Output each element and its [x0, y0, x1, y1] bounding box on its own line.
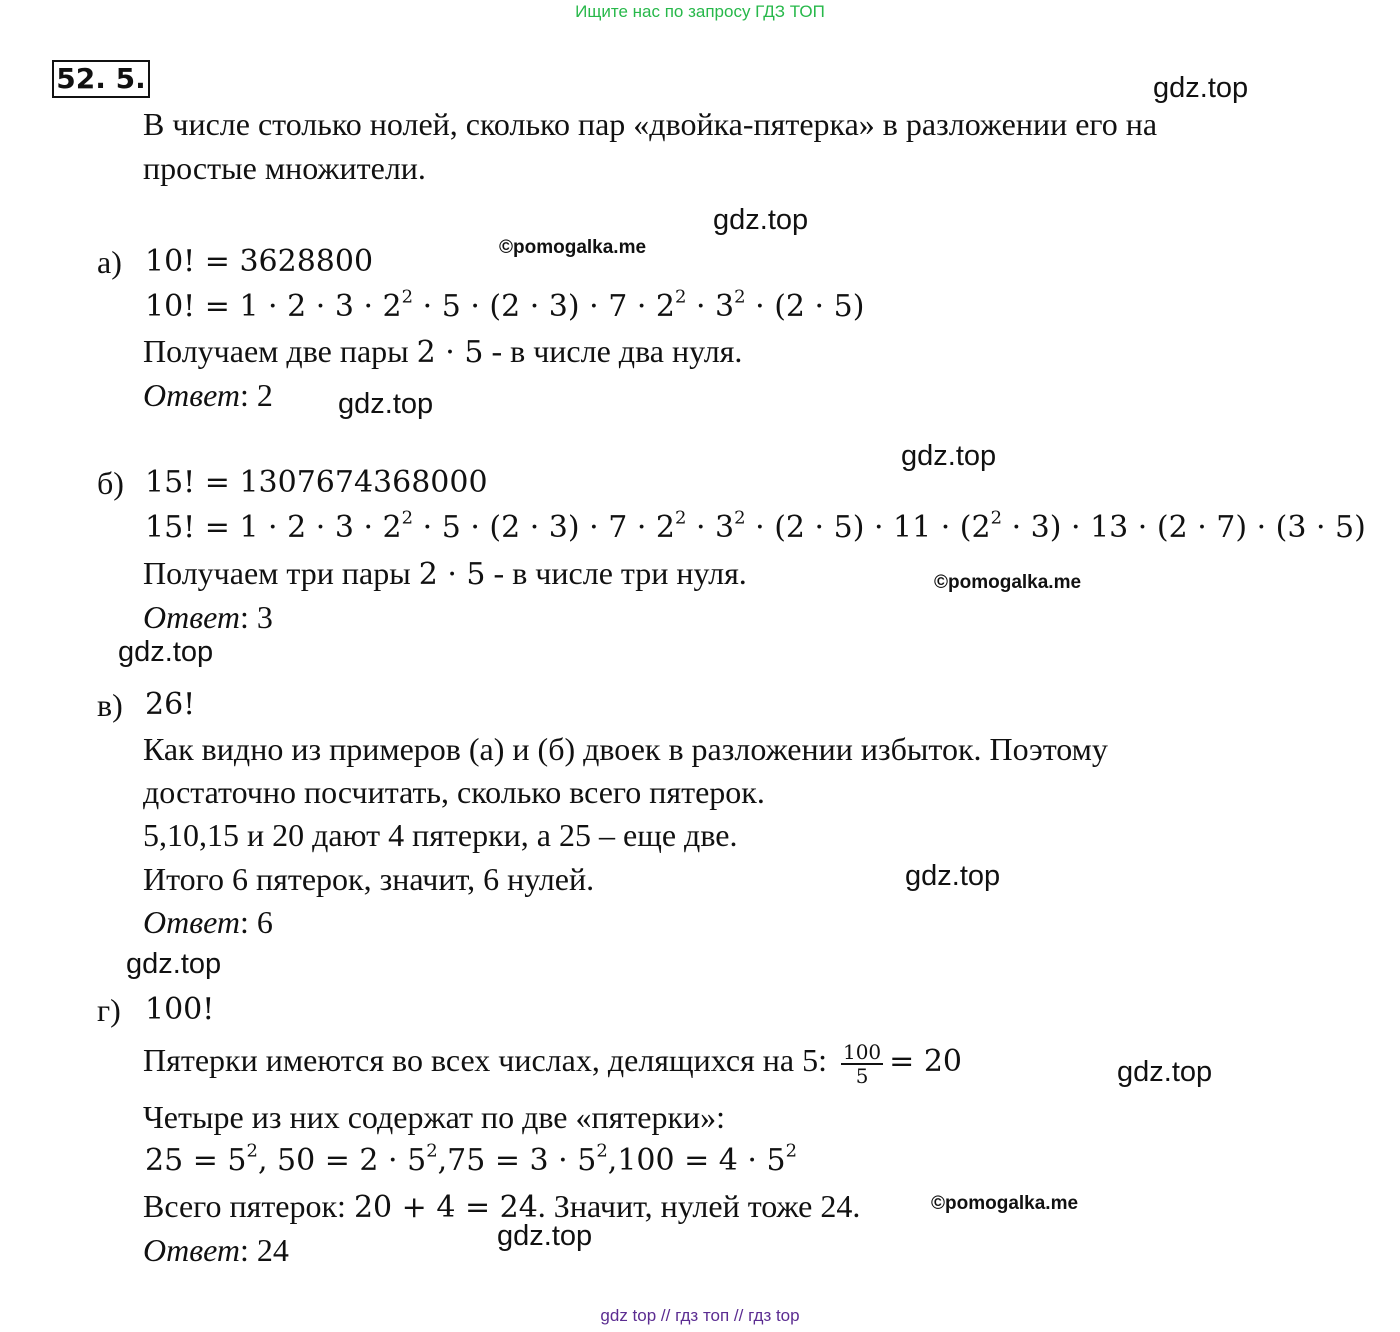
- part-heading: 26!: [145, 687, 196, 722]
- watermark: gdz.top: [1153, 72, 1249, 104]
- answer: Ответ: 2: [143, 377, 273, 413]
- watermark: gdz.top: [338, 388, 434, 420]
- answer: Ответ: 24: [143, 1232, 289, 1268]
- watermark: gdz.top: [126, 948, 222, 980]
- watermark: gdz.top: [497, 1220, 593, 1252]
- intro-line: В числе столько нолей, сколько пар «двойка-пятерка» в разложении его на: [143, 106, 1158, 142]
- text-line: Итого 6 пятерок, значит, 6 нулей.: [143, 861, 595, 897]
- watermark: gdz.top: [713, 204, 809, 236]
- part-label: в): [97, 687, 123, 723]
- top-banner: Ищите нас по запросу ГДЗ ТОП: [575, 2, 825, 21]
- part-label: б): [97, 465, 124, 501]
- text-line: Четыре из них содержат по две «пятерки»:: [143, 1099, 726, 1135]
- copyright-mark: ©pomogalka.me: [931, 1193, 1079, 1214]
- task-number: 52. 5.: [52, 60, 150, 98]
- fraction: $\frac{100}{5}$: [842, 1039, 882, 1088]
- watermark: gdz.top: [901, 440, 997, 472]
- equation-line: $25 = 5^2$, $50 = 2 \cdot 5^2,75 = 3 \cdot 5^2,100 = 4 \cdot 5^2$: [145, 1140, 798, 1178]
- part-label: а): [97, 244, 122, 280]
- part-heading: 15! = 1307674368000: [145, 465, 488, 500]
- conclusion-line: Получаем две пары 2 · 5 - в числе два нуля.: [143, 333, 743, 370]
- part-label: г): [97, 992, 121, 1028]
- answer: Ответ: 6: [143, 904, 273, 940]
- answer: Ответ: 3: [143, 599, 273, 635]
- factorization: 15! = $1 \cdot 2 \cdot 3 \cdot 2^2 \cdot 5 \cdot (2 \cdot 3) \cdot 7 \cdot 2^2 \cdot 3^2 \cdot (2 \cdot 5) \cdot 11 \cdot (2^2 \cdot 3) \cdot 13 \cdot (2 \cdot 7) \cdot (3 \cdot 5)$: [145, 507, 1366, 545]
- intro-line: простые множители.: [143, 150, 426, 186]
- text-line: Всего пятерок: 20 + 4 = 24. Значит, нулей тоже 24.: [143, 1188, 861, 1225]
- watermark: gdz.top: [118, 636, 214, 668]
- text-line: Пятерки имеются во всех числах, делящихся на 5: $\frac{100}{5}$ = 20: [143, 1039, 963, 1088]
- text-line: Как видно из примеров (а) и (б) двоек в разложении избыток. Поэтому: [143, 731, 1108, 767]
- part-heading: 10! = 3628800: [145, 244, 374, 279]
- part-heading: 100!: [145, 992, 215, 1027]
- footer-links: gdz top // гдз топ // гдз top: [600, 1306, 800, 1325]
- watermark: gdz.top: [1117, 1056, 1213, 1088]
- text-line: 5,10,15 и 20 дают 4 пятерки, а 25 – еще две.: [143, 817, 738, 853]
- copyright-mark: ©pomogalka.me: [499, 237, 647, 258]
- factorization: 10! = $1 \cdot 2 \cdot 3 \cdot 2^2 \cdot 5 \cdot (2 \cdot 3) \cdot 7 \cdot 2^2 \cdot 3^2 \cdot (2 \cdot 5)$: [145, 286, 865, 324]
- copyright-mark: ©pomogalka.me: [934, 572, 1082, 593]
- watermark: gdz.top: [905, 860, 1001, 892]
- text-line: достаточно посчитать, сколько всего пятерок.: [143, 774, 765, 810]
- conclusion-line: Получаем три пары 2 · 5 - в числе три нуля.: [143, 555, 747, 592]
